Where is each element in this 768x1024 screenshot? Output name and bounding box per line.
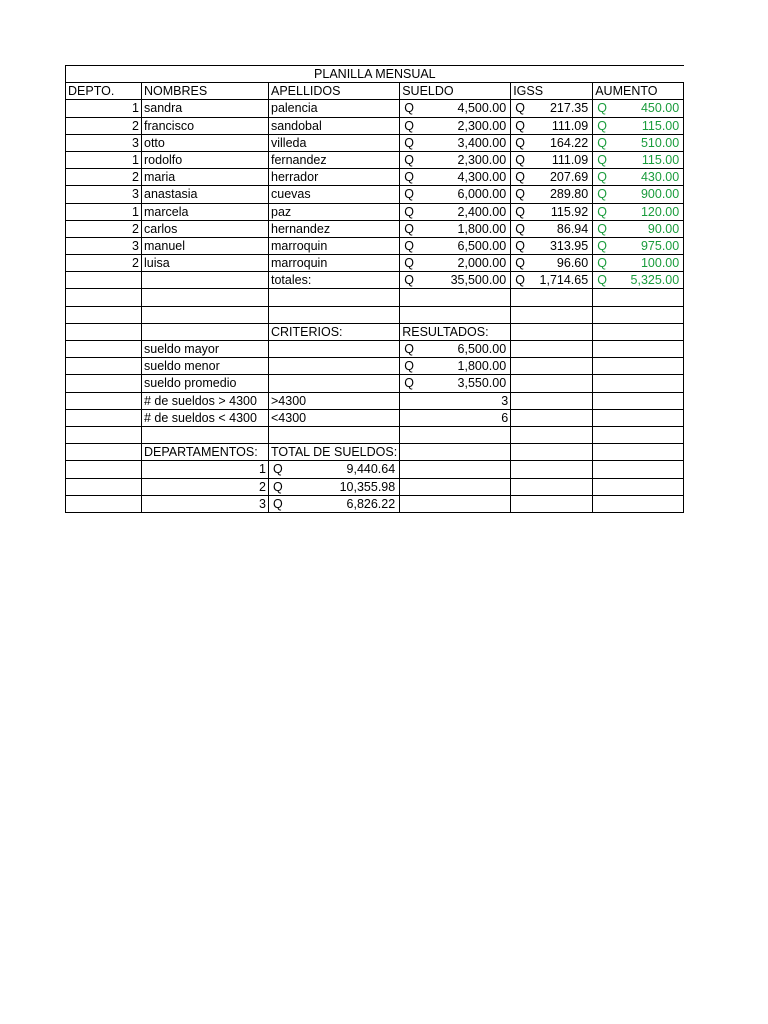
sheet-body [66, 66, 684, 513]
criterio-cell[interactable]: >4300 [269, 392, 400, 409]
aumento-cell[interactable] [593, 220, 684, 237]
empty-cell[interactable] [66, 306, 142, 323]
money-value [402, 238, 508, 254]
empty-cell[interactable] [66, 358, 142, 375]
criteria-row [66, 392, 684, 409]
criterio-cell[interactable] [269, 341, 400, 358]
employee-row [66, 237, 684, 254]
aumento-cell[interactable] [593, 169, 684, 186]
amount: 100.00 [640, 256, 680, 271]
criteria-row [66, 375, 684, 392]
empty-cell[interactable] [511, 306, 593, 323]
aumento-cell[interactable] [593, 255, 684, 272]
money-value [595, 204, 681, 220]
resultado-cell[interactable] [400, 375, 511, 392]
total-igss[interactable] [511, 272, 593, 289]
header-apellidos[interactable]: APELLIDOS [269, 83, 400, 100]
empty-cell[interactable] [511, 461, 593, 478]
header-depto[interactable]: DEPTO. [66, 83, 142, 100]
amount: 96.60 [556, 256, 589, 271]
depto-cell[interactable]: 2 [66, 117, 142, 134]
depto-cell[interactable]: 2 [66, 255, 142, 272]
currency-symbol: Q [597, 118, 607, 133]
currency-symbol: Q [404, 273, 414, 288]
currency-symbol: Q [515, 187, 525, 202]
amount: 10,355.98 [339, 479, 396, 494]
igss-cell[interactable] [511, 186, 593, 203]
employee-row [66, 203, 684, 220]
department-total[interactable] [269, 478, 400, 495]
money-value [402, 221, 508, 237]
criteria-label[interactable]: sueldo mayor [142, 341, 269, 358]
money-value [271, 479, 397, 495]
currency-symbol: Q [515, 204, 525, 219]
money-value [595, 152, 681, 168]
criteria-label[interactable]: sueldo promedio [142, 375, 269, 392]
empty-cell[interactable] [593, 426, 684, 443]
amount: 35,500.00 [450, 273, 507, 288]
currency-symbol: Q [597, 135, 607, 150]
money-value [595, 238, 681, 254]
empty-cell[interactable] [593, 461, 684, 478]
money-value [513, 169, 590, 185]
empty-cell[interactable] [593, 478, 684, 495]
amount: 289.80 [549, 187, 589, 202]
resultado-cell[interactable] [400, 358, 511, 375]
header-nombres[interactable]: NOMBRES [142, 83, 269, 100]
criteria-header-row [66, 323, 684, 340]
title-row [66, 66, 684, 83]
department-number[interactable]: 2 [142, 478, 269, 495]
amount: 207.69 [549, 170, 589, 185]
money-value [402, 272, 508, 288]
departamentos-label[interactable]: DEPARTAMENTOS: [142, 444, 269, 461]
apellido-cell[interactable]: hernandez [269, 220, 400, 237]
currency-symbol: Q [273, 496, 283, 511]
amount: 510.00 [640, 135, 680, 150]
empty-cell[interactable] [66, 426, 142, 443]
employee-row [66, 100, 684, 117]
empty-cell[interactable] [66, 461, 142, 478]
amount: 430.00 [640, 170, 680, 185]
header-igss[interactable]: IGSS [511, 83, 593, 100]
money-value [513, 135, 590, 151]
apellido-cell[interactable]: palencia [269, 100, 400, 117]
sueldo-cell[interactable] [400, 100, 511, 117]
resultado-cell[interactable]: 6 [400, 409, 511, 426]
currency-symbol: Q [597, 170, 607, 185]
money-value [402, 375, 508, 391]
amount: 6,000.00 [457, 187, 507, 202]
empty-cell[interactable] [511, 495, 593, 512]
money-value [402, 204, 508, 220]
empty-cell[interactable] [400, 444, 511, 461]
depto-cell[interactable]: 1 [66, 203, 142, 220]
aumento-cell[interactable] [593, 117, 684, 134]
criterios-label[interactable]: CRITERIOS: [269, 323, 400, 340]
aumento-cell[interactable] [593, 151, 684, 168]
empty-cell[interactable] [511, 289, 593, 306]
currency-symbol: Q [404, 204, 414, 219]
empty-cell[interactable] [511, 341, 593, 358]
department-number[interactable]: 1 [142, 461, 269, 478]
empty-cell[interactable] [511, 409, 593, 426]
empty-cell[interactable] [142, 272, 269, 289]
empty-cell[interactable] [66, 409, 142, 426]
amount: 111.09 [551, 153, 589, 168]
empty-cell[interactable] [400, 478, 511, 495]
total-sueldos-label[interactable]: TOTAL DE SUELDOS: [269, 444, 400, 461]
resultado-cell[interactable] [400, 341, 511, 358]
currency-symbol: Q [597, 187, 607, 202]
empty-cell[interactable] [66, 323, 142, 340]
aumento-cell[interactable] [593, 203, 684, 220]
employee-row [66, 220, 684, 237]
apellido-cell[interactable]: herrador [269, 169, 400, 186]
employee-row [66, 186, 684, 203]
criteria-label[interactable]: # de sueldos < 4300 [142, 409, 269, 426]
amount: 120.00 [640, 204, 680, 219]
depto-cell[interactable]: 3 [66, 134, 142, 151]
empty-cell[interactable] [142, 426, 269, 443]
igss-cell[interactable] [511, 134, 593, 151]
money-value [595, 255, 681, 271]
empty-cell[interactable] [593, 375, 684, 392]
currency-symbol: Q [515, 170, 525, 185]
igss-cell[interactable] [511, 203, 593, 220]
depto-cell[interactable]: 3 [66, 186, 142, 203]
sueldo-cell[interactable] [400, 151, 511, 168]
empty-cell[interactable] [593, 358, 684, 375]
sueldo-cell[interactable] [400, 220, 511, 237]
apellido-cell[interactable]: sandobal [269, 117, 400, 134]
currency-symbol: Q [404, 342, 414, 357]
sueldo-cell[interactable] [400, 169, 511, 186]
empty-cell[interactable] [511, 358, 593, 375]
money-value [513, 118, 590, 134]
criteria-label[interactable]: sueldo menor [142, 358, 269, 375]
igss-cell[interactable] [511, 169, 593, 186]
apellido-cell[interactable]: marroquin [269, 255, 400, 272]
money-value [595, 221, 681, 237]
amount: 1,800.00 [457, 359, 507, 374]
currency-symbol: Q [515, 153, 525, 168]
empty-cell[interactable] [593, 306, 684, 323]
aumento-cell[interactable] [593, 100, 684, 117]
money-value [513, 221, 590, 237]
department-row [66, 478, 684, 495]
money-value [595, 169, 681, 185]
currency-symbol: Q [404, 135, 414, 150]
empty-cell[interactable] [142, 289, 269, 306]
money-value [513, 186, 590, 202]
empty-cell[interactable] [66, 375, 142, 392]
nombre-cell[interactable]: rodolfo [142, 151, 269, 168]
amount: 2,000.00 [457, 256, 507, 271]
amount: 1,714.65 [539, 273, 589, 288]
amount: 4,300.00 [457, 170, 507, 185]
apellido-cell[interactable]: paz [269, 203, 400, 220]
depto-cell[interactable]: 2 [66, 220, 142, 237]
employee-row [66, 151, 684, 168]
totals-row [66, 272, 684, 289]
empty-cell[interactable] [66, 272, 142, 289]
empty-cell[interactable] [66, 444, 142, 461]
total-aumento[interactable] [593, 272, 684, 289]
money-value [513, 255, 590, 271]
employee-row [66, 169, 684, 186]
igss-cell[interactable] [511, 237, 593, 254]
depto-cell[interactable]: 2 [66, 169, 142, 186]
amount: 1,800.00 [457, 221, 507, 236]
currency-symbol: Q [597, 101, 607, 116]
amount: 3,550.00 [457, 376, 507, 391]
total-sueldo[interactable] [400, 272, 511, 289]
igss-cell[interactable] [511, 220, 593, 237]
amount: 2,300.00 [457, 153, 507, 168]
empty-cell[interactable] [142, 323, 269, 340]
criteria-row [66, 358, 684, 375]
money-value [402, 118, 508, 134]
criterio-cell[interactable]: <4300 [269, 409, 400, 426]
header-aumento[interactable]: AUMENTO [593, 83, 684, 100]
sueldo-cell[interactable] [400, 237, 511, 254]
money-value [402, 152, 508, 168]
header-row [66, 83, 684, 100]
currency-symbol: Q [515, 273, 525, 288]
igss-cell[interactable] [511, 100, 593, 117]
aumento-cell[interactable] [593, 237, 684, 254]
nombre-cell[interactable]: luisa [142, 255, 269, 272]
aumento-cell[interactable] [593, 186, 684, 203]
criteria-row [66, 341, 684, 358]
money-value [513, 152, 590, 168]
header-sueldo[interactable]: SUELDO [400, 83, 511, 100]
money-value [513, 100, 590, 116]
empty-cell[interactable] [511, 375, 593, 392]
sueldo-cell[interactable] [400, 203, 511, 220]
money-value [402, 186, 508, 202]
apellido-cell[interactable]: villeda [269, 134, 400, 151]
amount: 164.22 [549, 135, 589, 150]
currency-symbol: Q [597, 256, 607, 271]
totals-label[interactable]: totales: [269, 272, 400, 289]
currency-symbol: Q [404, 170, 414, 185]
empty-cell[interactable] [593, 341, 684, 358]
currency-symbol: Q [597, 221, 607, 236]
department-row [66, 495, 684, 512]
currency-symbol: Q [515, 118, 525, 133]
apellido-cell[interactable]: marroquin [269, 237, 400, 254]
empty-cell[interactable] [511, 478, 593, 495]
criterio-cell[interactable] [269, 358, 400, 375]
sueldo-cell[interactable] [400, 186, 511, 203]
currency-symbol: Q [404, 238, 414, 253]
empty-cell[interactable] [400, 461, 511, 478]
money-value [595, 272, 681, 288]
empty-cell[interactable] [511, 426, 593, 443]
empty-cell[interactable] [511, 444, 593, 461]
empty-cell[interactable] [66, 341, 142, 358]
igss-cell[interactable] [511, 255, 593, 272]
amount: 111.09 [551, 118, 589, 133]
empty-cell[interactable] [400, 289, 511, 306]
criteria-label[interactable]: # de sueldos > 4300 [142, 392, 269, 409]
sueldo-cell[interactable] [400, 134, 511, 151]
amount: 6,500.00 [457, 238, 507, 253]
empty-cell[interactable] [66, 289, 142, 306]
money-value [402, 255, 508, 271]
amount: 217.35 [549, 101, 589, 116]
depto-cell[interactable]: 1 [66, 100, 142, 117]
empty-cell[interactable] [269, 426, 400, 443]
amount: 5,325.00 [630, 273, 680, 288]
blank-row [66, 306, 684, 323]
money-value [402, 135, 508, 151]
empty-cell[interactable] [269, 289, 400, 306]
sueldo-cell[interactable] [400, 255, 511, 272]
empty-cell[interactable] [66, 392, 142, 409]
money-value [595, 100, 681, 116]
money-value [513, 272, 590, 288]
apellido-cell[interactable]: fernandez [269, 151, 400, 168]
currency-symbol: Q [597, 273, 607, 288]
empty-cell[interactable] [400, 306, 511, 323]
empty-cell[interactable] [593, 444, 684, 461]
empty-cell[interactable] [400, 426, 511, 443]
empty-cell[interactable] [593, 409, 684, 426]
employee-row [66, 255, 684, 272]
currency-symbol: Q [404, 187, 414, 202]
employee-row [66, 117, 684, 134]
amount: 450.00 [640, 101, 680, 116]
amount: 115.00 [641, 153, 680, 168]
nombre-cell[interactable]: carlos [142, 220, 269, 237]
currency-symbol: Q [515, 256, 525, 271]
currency-symbol: Q [404, 256, 414, 271]
empty-cell[interactable] [400, 495, 511, 512]
money-value [513, 238, 590, 254]
amount: 3,400.00 [457, 135, 507, 150]
empty-cell[interactable] [511, 323, 593, 340]
currency-symbol: Q [404, 359, 414, 374]
money-value [402, 358, 508, 374]
nombre-cell[interactable]: sandra [142, 100, 269, 117]
empty-cell[interactable] [593, 289, 684, 306]
depto-cell[interactable]: 1 [66, 151, 142, 168]
nombre-cell[interactable]: marcela [142, 203, 269, 220]
currency-symbol: Q [515, 238, 525, 253]
empty-cell[interactable] [269, 306, 400, 323]
apellido-cell[interactable]: cuevas [269, 186, 400, 203]
departments-header-row [66, 444, 684, 461]
amount: 4,500.00 [457, 101, 507, 116]
department-total[interactable] [269, 495, 400, 512]
money-value [271, 461, 397, 477]
amount: 6,826.22 [346, 496, 396, 511]
currency-symbol: Q [404, 221, 414, 236]
empty-cell[interactable] [66, 478, 142, 495]
blank-row [66, 426, 684, 443]
resultados-label[interactable]: RESULTADOS: [400, 323, 511, 340]
amount: 2,300.00 [457, 118, 507, 133]
currency-symbol: Q [597, 204, 607, 219]
money-value [513, 204, 590, 220]
igss-cell[interactable] [511, 151, 593, 168]
currency-symbol: Q [597, 238, 607, 253]
nombre-cell[interactable]: manuel [142, 237, 269, 254]
currency-symbol: Q [515, 221, 525, 236]
money-value [595, 118, 681, 134]
nombre-cell[interactable]: maria [142, 169, 269, 186]
empty-cell[interactable] [593, 392, 684, 409]
currency-symbol: Q [404, 376, 414, 391]
criterio-cell[interactable] [269, 375, 400, 392]
money-value [271, 496, 397, 512]
amount: 2,400.00 [457, 204, 507, 219]
currency-symbol: Q [404, 153, 414, 168]
currency-symbol: Q [404, 118, 414, 133]
empty-cell[interactable] [593, 323, 684, 340]
nombre-cell[interactable]: otto [142, 134, 269, 151]
empty-cell[interactable] [511, 392, 593, 409]
money-value [595, 186, 681, 202]
department-row [66, 461, 684, 478]
payroll-sheet [65, 65, 684, 513]
money-value [595, 135, 681, 151]
criteria-row [66, 409, 684, 426]
amount: 313.95 [549, 238, 589, 253]
empty-cell[interactable] [66, 495, 142, 512]
depto-cell[interactable]: 3 [66, 237, 142, 254]
amount: 9,440.64 [346, 462, 396, 477]
amount: 975.00 [640, 238, 680, 253]
nombre-cell[interactable]: anastasia [142, 186, 269, 203]
sueldo-cell[interactable] [400, 117, 511, 134]
igss-cell[interactable] [511, 117, 593, 134]
currency-symbol: Q [273, 479, 283, 494]
amount: 115.92 [550, 204, 589, 219]
amount: 6,500.00 [457, 342, 507, 357]
amount: 900.00 [640, 187, 680, 202]
money-value [402, 169, 508, 185]
department-number[interactable]: 3 [142, 495, 269, 512]
aumento-cell[interactable] [593, 134, 684, 151]
currency-symbol: Q [515, 101, 525, 116]
nombre-cell[interactable]: francisco [142, 117, 269, 134]
department-total[interactable] [269, 461, 400, 478]
empty-cell[interactable] [593, 495, 684, 512]
money-value [402, 341, 508, 357]
currency-symbol: Q [404, 101, 414, 116]
sheet-title[interactable]: PLANILLA MENSUAL [66, 66, 684, 83]
currency-symbol: Q [515, 135, 525, 150]
money-value [402, 100, 508, 116]
amount: 90.00 [647, 221, 680, 236]
amount: 115.00 [641, 118, 680, 133]
blank-row [66, 289, 684, 306]
currency-symbol: Q [273, 462, 283, 477]
resultado-cell[interactable]: 3 [400, 392, 511, 409]
employee-row [66, 134, 684, 151]
amount: 86.94 [556, 221, 589, 236]
currency-symbol: Q [597, 153, 607, 168]
empty-cell[interactable] [142, 306, 269, 323]
